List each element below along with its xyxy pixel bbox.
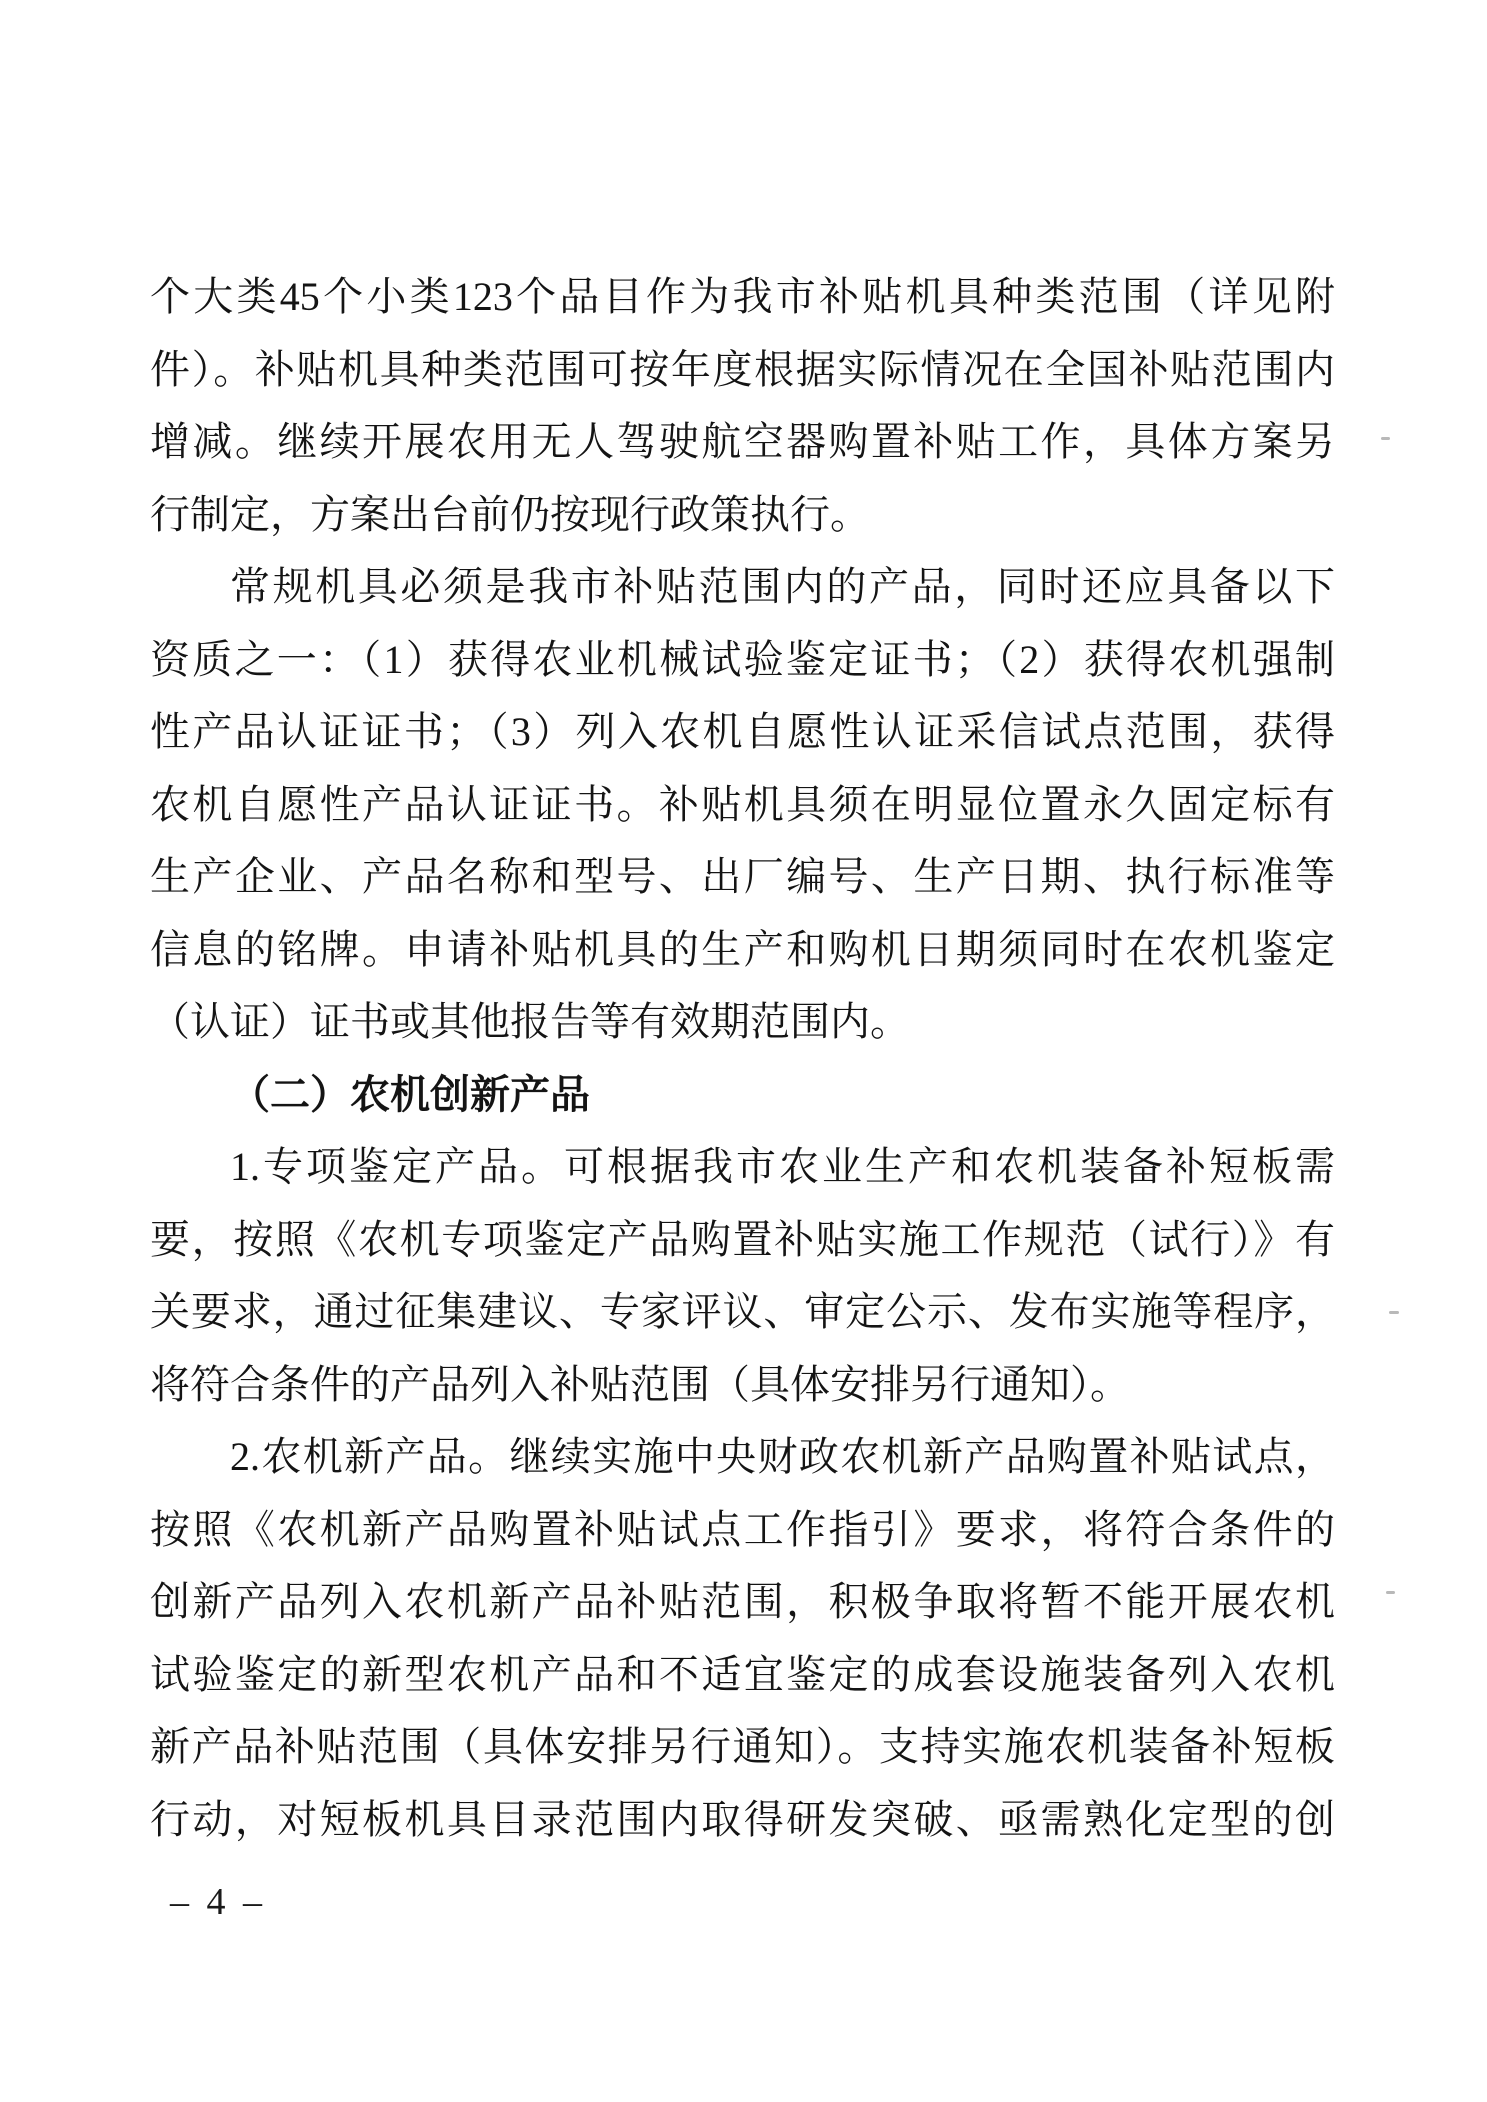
text-line: 2.农机新产品。继续实施中央财政农机新产品购置补贴试点， — [230, 1434, 1335, 1479]
text-line: 资质之一：（1）获得农业机械试验鉴定证书；（2）获得农机强制 — [150, 636, 1335, 682]
text-line: 常规机具必须是我市补贴范围内的产品，同时还应具备以下 — [230, 564, 1335, 609]
document-body — [150, 261, 1335, 1856]
text-line: 要，按照《农机专项鉴定产品购置补贴实施工作规范（试行）》有 — [150, 1216, 1335, 1262]
text-line: 创新产品列入农机新产品补贴范围，积极争取将暂不能开展农机 — [150, 1579, 1335, 1624]
text-line: 新产品补贴范围（具体安排另行通知）。支持实施农机装备补短板 — [150, 1724, 1335, 1769]
text-line: 信息的铭牌。申请补贴机具的生产和购机日期须同时在农机鉴定 — [150, 926, 1335, 972]
page-number: – 4 – — [170, 1881, 266, 1923]
text-line: 行动，对短板机具目录范围内取得研发突破、亟需熟化定型的创 — [150, 1796, 1335, 1842]
text-line: 1.专项鉴定产品。可根据我市农业生产和农机装备补短板需 — [230, 1144, 1335, 1189]
text-line: 将符合条件的产品列入补贴范围（具体安排另行通知）。 — [150, 1361, 1130, 1407]
text-line: 件）。补贴机具种类范围可按年度根据实际情况在全国补贴范围内 — [150, 346, 1335, 392]
scan-artifact — [1381, 437, 1390, 440]
text-line: 增减。继续开展农用无人驾驶航空器购置补贴工作，具体方案另 — [150, 419, 1335, 464]
text-line: 农机自愿性产品认证证书。补贴机具须在明显位置永久固定标有 — [150, 781, 1335, 827]
text-line: 按照《农机新产品购置补贴试点工作指引》要求，将符合条件的 — [150, 1506, 1335, 1552]
text-line: 行制定，方案出台前仍按现行政策执行。 — [150, 491, 870, 537]
text-line: 生产企业、产品名称和型号、出厂编号、生产日期、执行标准等 — [150, 854, 1335, 899]
section-heading: （二）农机创新产品 — [230, 1071, 590, 1117]
text-line: （认证）证书或其他报告等有效期范围内。 — [150, 999, 910, 1044]
scan-artifact — [1386, 1591, 1395, 1594]
text-line: 关要求，通过征集建议、专家评议、审定公示、发布实施等程序， — [150, 1289, 1335, 1334]
text-line: 个大类45个小类123个品目作为我市补贴机具种类范围（详见附 — [150, 274, 1335, 319]
scan-artifact — [1389, 1311, 1399, 1314]
text-line: 试验鉴定的新型农机产品和不适宜鉴定的成套设施装备列入农机 — [150, 1651, 1335, 1697]
text-line: 性产品认证证书；（3）列入农机自愿性认证采信试点范围，获得 — [150, 709, 1335, 754]
